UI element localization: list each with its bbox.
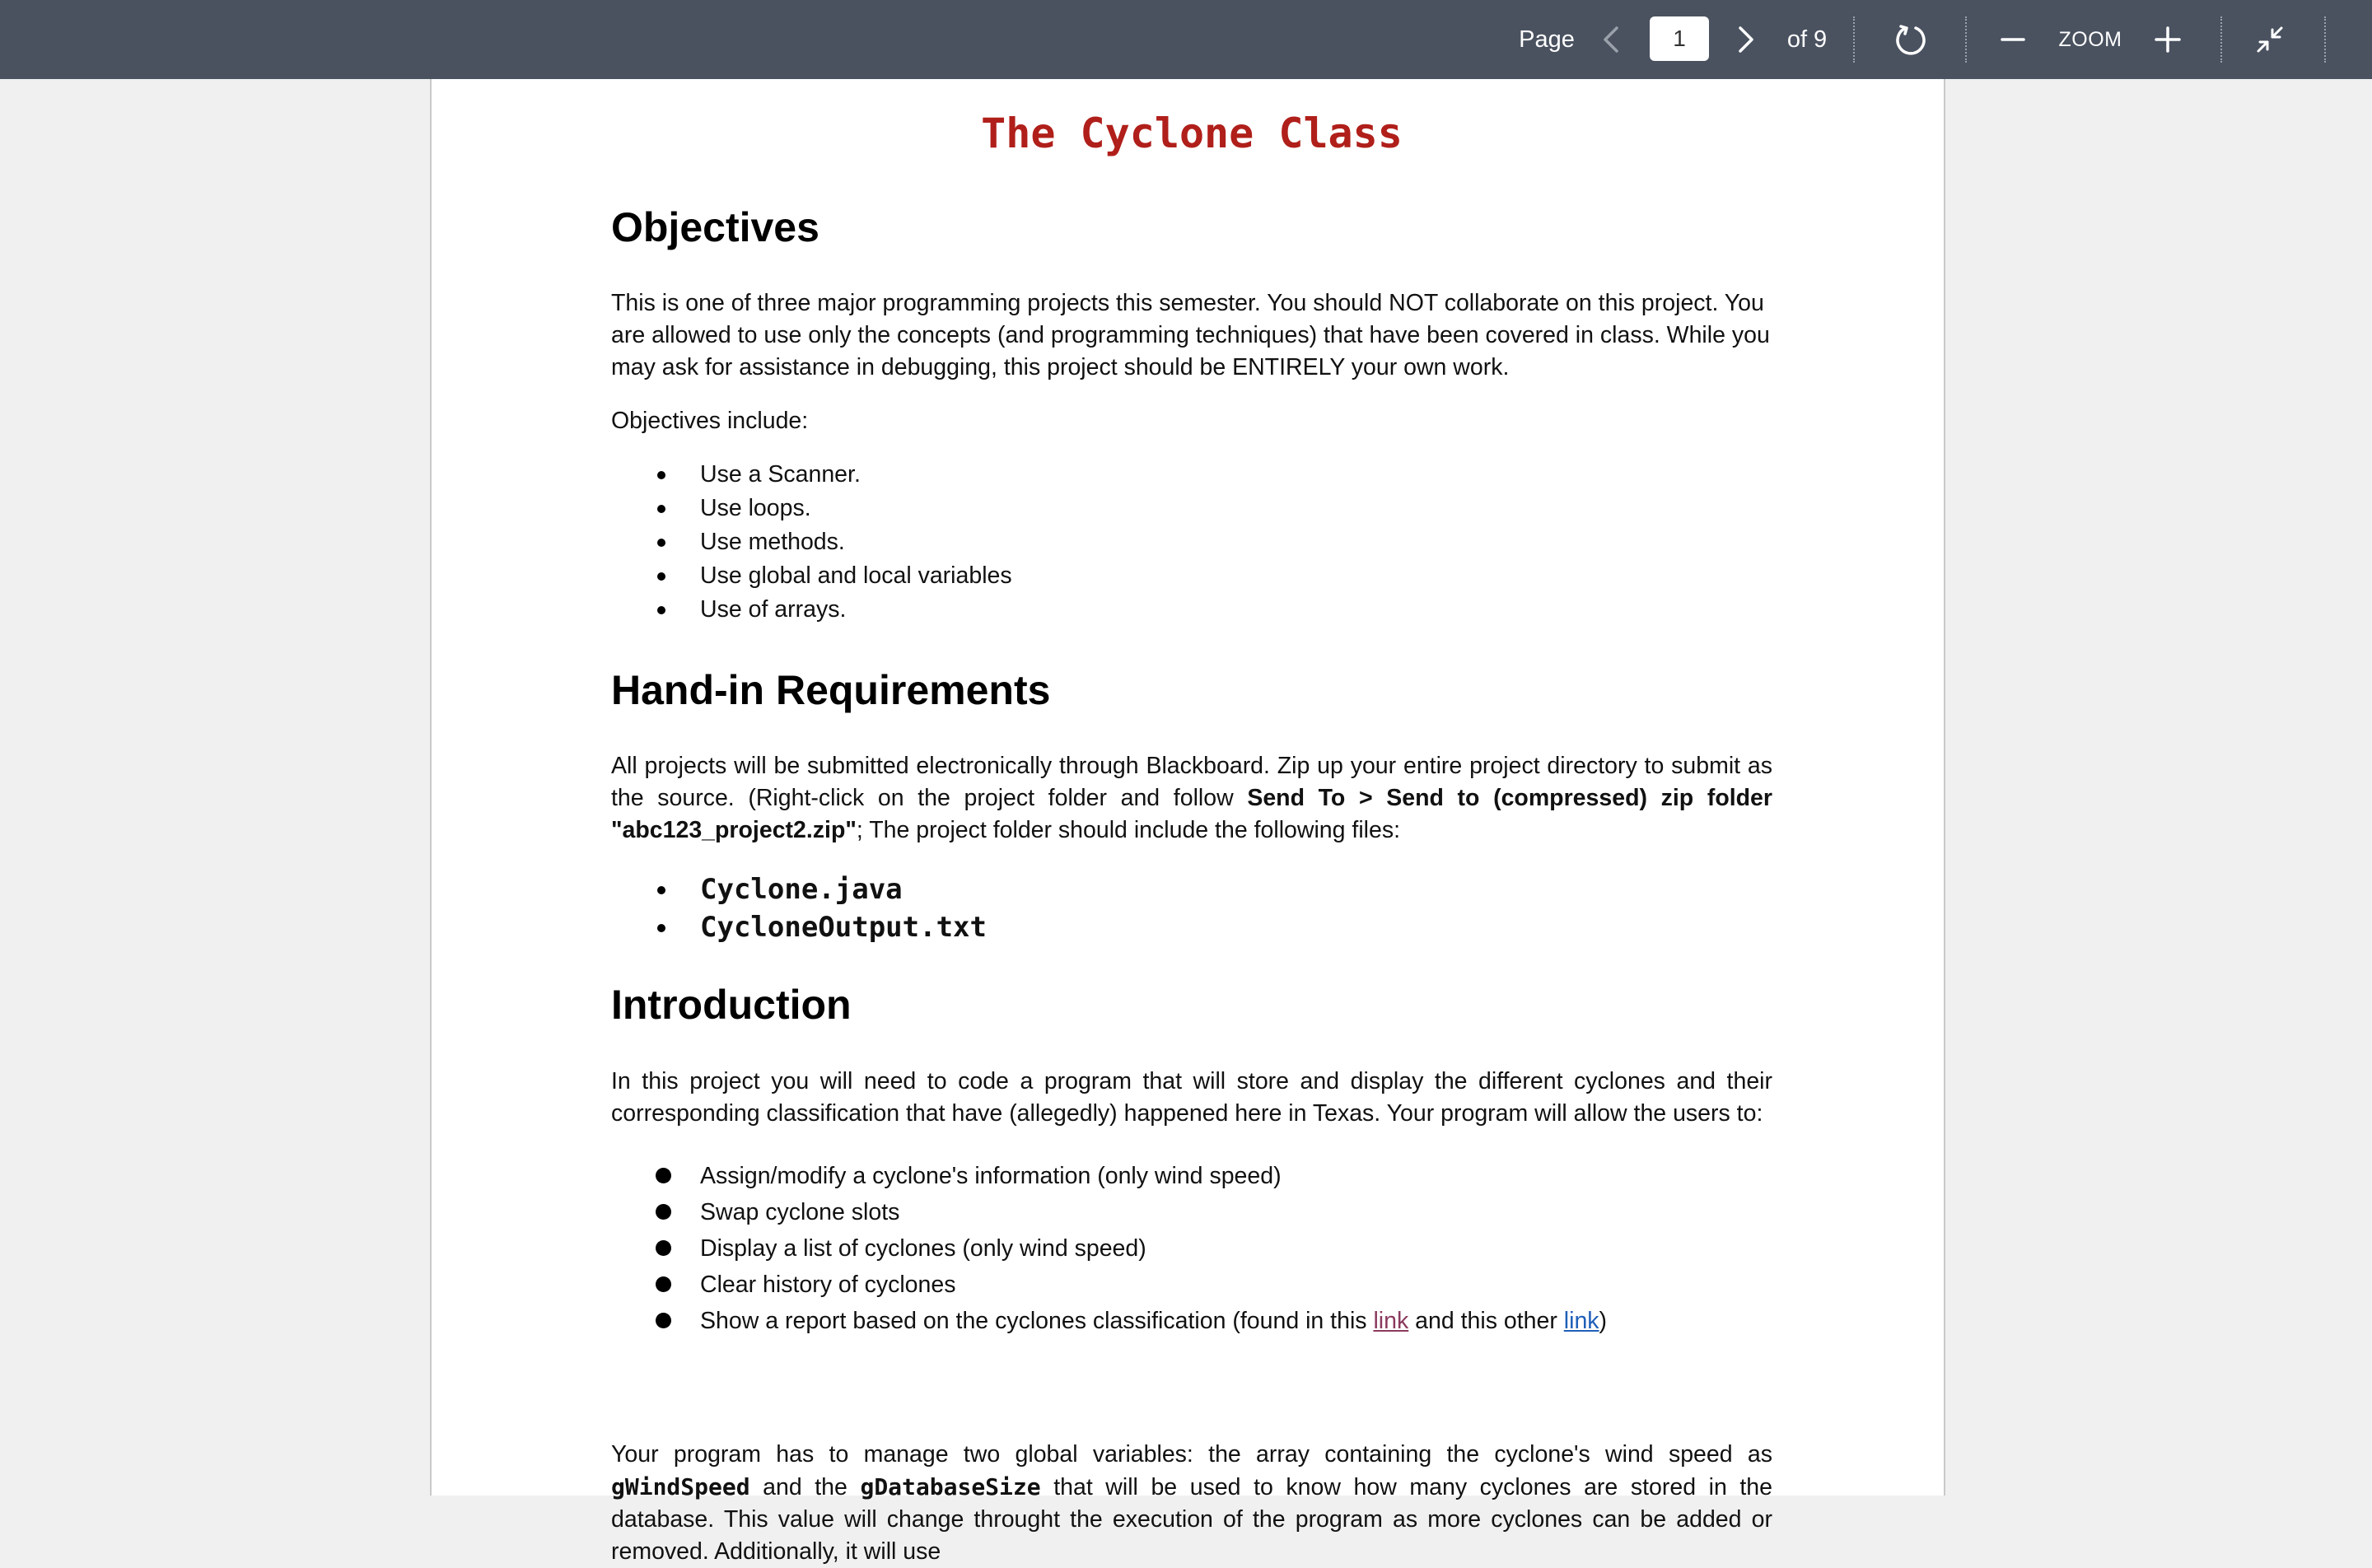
previous-page-button[interactable] [1595, 0, 1627, 79]
zoom-in-button[interactable] [2151, 0, 2184, 79]
list-item: Display a list of cyclones (only wind speed) [611, 1230, 1772, 1267]
document-title: The Cyclone Class [981, 110, 1403, 157]
page-label: Page [1519, 26, 1575, 53]
globals-paragraph [611, 1439, 1772, 1568]
handin-text-1: All projects will be submitted electronically through Blackboard. Zip up your entire project directory to submit as the source. (Right-click on the project folder and follow [611, 753, 1772, 811]
plus-icon [2155, 26, 2181, 53]
globals-code-windspeed: gWindSpeed [611, 1473, 750, 1500]
globals-code-databasesize: gDatabaseSize [860, 1473, 1041, 1500]
list-item: Clear history of cyclones [611, 1267, 1772, 1303]
exit-fullscreen-button[interactable] [2253, 0, 2286, 79]
toolbar-divider [2220, 16, 2222, 63]
objectives-heading: Objectives [611, 204, 819, 250]
list-item: Use of arrays. [611, 593, 1772, 627]
zoom-out-button[interactable] [1996, 0, 2029, 79]
handin-text-2: ; The project folder should include the following files: [856, 817, 1401, 843]
handin-bold-filename: "abc123_project2.zip" [611, 817, 857, 843]
toolbar-divider [1965, 16, 1967, 63]
globals-text-3: that will be used to know how many cyclones are stored in the database. This value will change throught the execution of the program as more cyclones can be added or removed. Additionally, it will use [611, 1474, 1772, 1565]
page-count-label: of 9 [1786, 26, 1828, 53]
introduction-paragraph: In this project you will need to code a program that will store and display the different cyclones and their corresponding classification that have (allegedly) happened here in Texas. Your program will allow the users to: [611, 1068, 1772, 1127]
handin-paragraph [611, 750, 1772, 847]
handin-heading: Hand-in Requirements [611, 667, 1051, 713]
list-item: Use global and local variables [611, 559, 1772, 593]
classification-other-link[interactable]: link [1563, 1308, 1599, 1334]
introduction-feature-list [611, 1158, 1772, 1339]
pdf-toolbar [0, 0, 2372, 79]
chevron-right-icon [1737, 26, 1755, 54]
list-item: Swap cyclone slots [611, 1194, 1772, 1230]
zoom-label: ZOOM [2058, 27, 2122, 51]
list-item: CycloneOutput.txt [611, 908, 1772, 946]
page-number-input[interactable] [1650, 16, 1709, 61]
list-item: Use loops. [611, 492, 1772, 525]
handin-bold-path: Send To > Send to (compressed) zip folder [1247, 785, 1773, 811]
handin-file-list [611, 870, 1772, 946]
list-item: Use methods. [611, 525, 1772, 559]
list-item: Use a Scanner. [611, 458, 1772, 492]
rotate-button[interactable] [1891, 0, 1931, 79]
report-text-suffix: ) [1599, 1308, 1608, 1334]
objectives-list [611, 458, 1772, 627]
collapse-icon [2255, 25, 2285, 54]
toolbar-divider [1853, 16, 1855, 63]
toolbar-divider [2324, 16, 2326, 63]
report-text-prefix: Show a report based on the cyclones classification (found in this [700, 1308, 1374, 1334]
list-item: Assign/modify a cyclone's information (only wind speed) [611, 1158, 1772, 1194]
list-item [611, 1303, 1772, 1339]
list-item: Cyclone.java [611, 870, 1772, 908]
classification-link[interactable]: link [1373, 1308, 1409, 1334]
minus-icon [2001, 27, 2025, 52]
objectives-include-label: Objectives include: [611, 408, 809, 434]
globals-text-1: Your program has to manage two global variables: the array containing the cyclone's wind speed as [611, 1441, 1772, 1468]
chevron-left-icon [1602, 26, 1620, 54]
globals-text-2: and the [749, 1474, 861, 1500]
report-text-middle: and this other [1408, 1308, 1564, 1334]
document-page [430, 79, 1945, 1565]
rotate-icon [1894, 23, 1927, 56]
objectives-paragraph: This is one of three major programming projects this semester. You should NOT collaborate on this project. You are allowed to use only the concepts (and programming techniques) that have been covered in class. While you may ask for assistance in debugging, this project should be ENTIRELY your own work. [611, 290, 1770, 380]
introduction-heading: Introduction [611, 982, 852, 1028]
next-page-button[interactable] [1730, 0, 1763, 79]
